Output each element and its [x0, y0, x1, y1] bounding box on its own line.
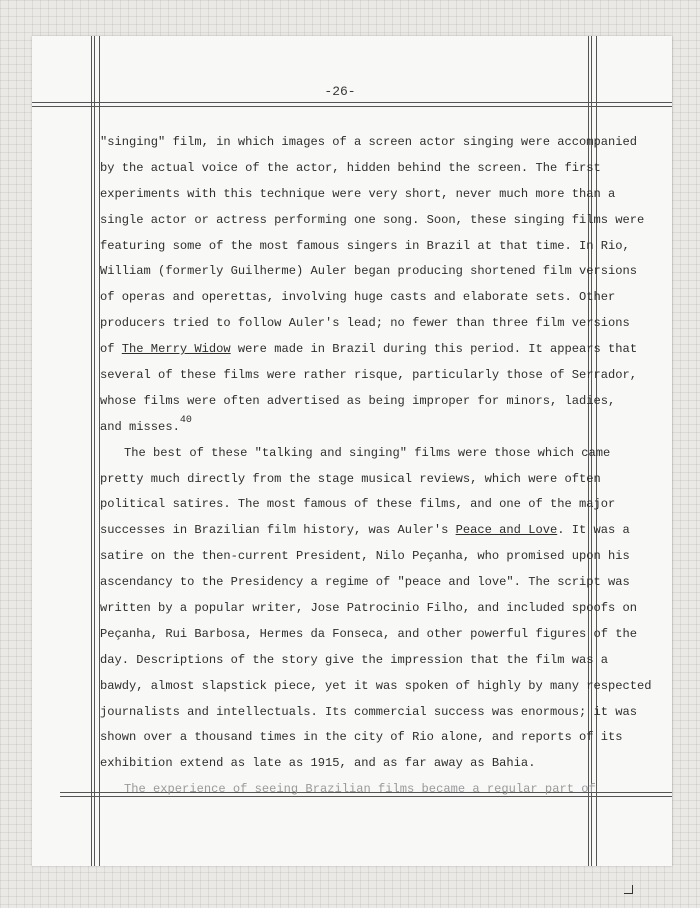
header-rule — [32, 102, 672, 103]
text-line: single actor or actress performing one song. Soon, these singing films were — [100, 212, 645, 227]
film-title-merry-widow: The Merry Widow — [121, 342, 231, 357]
text-line: written by a popular writer, Jose Patrocinio Filho, and included spoofs on — [100, 601, 638, 616]
text-fragment: of — [100, 342, 122, 357]
left-margin-line-inner — [94, 36, 95, 866]
text-fragment: . It was a — [557, 523, 630, 538]
text-line: whose films were often advertised as being improper for minors, ladies, — [100, 393, 616, 408]
text-fragment: were made in Brazil during this period. It appears that — [230, 342, 638, 357]
text-line: satire on the then-current President, Nilo Peçanha, who promised upon his — [100, 549, 630, 564]
text-line: day. Descriptions of the story give the impression that the film was a — [100, 652, 609, 667]
film-title-peace-and-love: Peace and Love — [455, 523, 558, 538]
text-line — [100, 518, 630, 544]
text-line: of operas and operettas, involving huge casts and elaborate sets. Other — [100, 290, 616, 305]
text-fragment: successes in Brazilian film history, was Auler's — [100, 523, 456, 538]
corner-mark — [624, 885, 633, 894]
text-line: by the actual voice of the actor, hidden behind the screen. The first — [100, 160, 601, 175]
text-line: pretty much directly from the stage musical reviews, which were often — [100, 471, 601, 486]
text-line: "singing" film, in which images of a screen actor singing were accompanied — [100, 135, 638, 149]
left-margin-line — [91, 36, 92, 866]
text-line: The best of these "talking and singing" films were those which came — [124, 445, 611, 460]
body-text — [100, 130, 652, 803]
text-line: ascendancy to the Presidency a regime of "peace and love". The script was — [100, 575, 630, 590]
text-line: producers tried to follow Auler's lead; no fewer than three film versions — [100, 316, 630, 331]
text-line-faded: The experience of seeing Brazilian films became a regular part of — [124, 782, 596, 797]
text-line: featuring some of the most famous singers in Brazil at that time. In Rio, — [100, 238, 630, 253]
text-line: political satires. The most famous of these films, and one of the major — [100, 497, 616, 512]
footnote-marker: 40 — [179, 414, 192, 426]
text-line — [100, 415, 590, 441]
header-rule-double — [32, 106, 672, 107]
text-line: journalists and intellectuals. Its commercial success was enormous; it was — [100, 704, 638, 719]
text-fragment: and misses. — [100, 419, 180, 434]
text-line: William (formerly Guilherme) Auler began producing shortened film versions — [100, 264, 638, 279]
text-line — [100, 337, 638, 363]
text-line: exhibition extend as late as 1915, and as far away as Bahia. — [100, 756, 536, 771]
text-line: Peçanha, Rui Barbosa, Hermes da Fonseca, and other powerful figures of the — [100, 626, 638, 641]
text-line: shown over a thousand times in the city of Rio alone, and reports of its — [100, 730, 623, 745]
text-line: bawdy, almost slapstick piece, yet it was spoken of highly by many respected — [100, 678, 652, 693]
page-number: -26- — [324, 84, 356, 99]
text-line: several of these films were rather risque, particularly those of Serrador, — [100, 368, 638, 383]
text-line: experiments with this technique were very short, never much more than a — [100, 186, 616, 201]
